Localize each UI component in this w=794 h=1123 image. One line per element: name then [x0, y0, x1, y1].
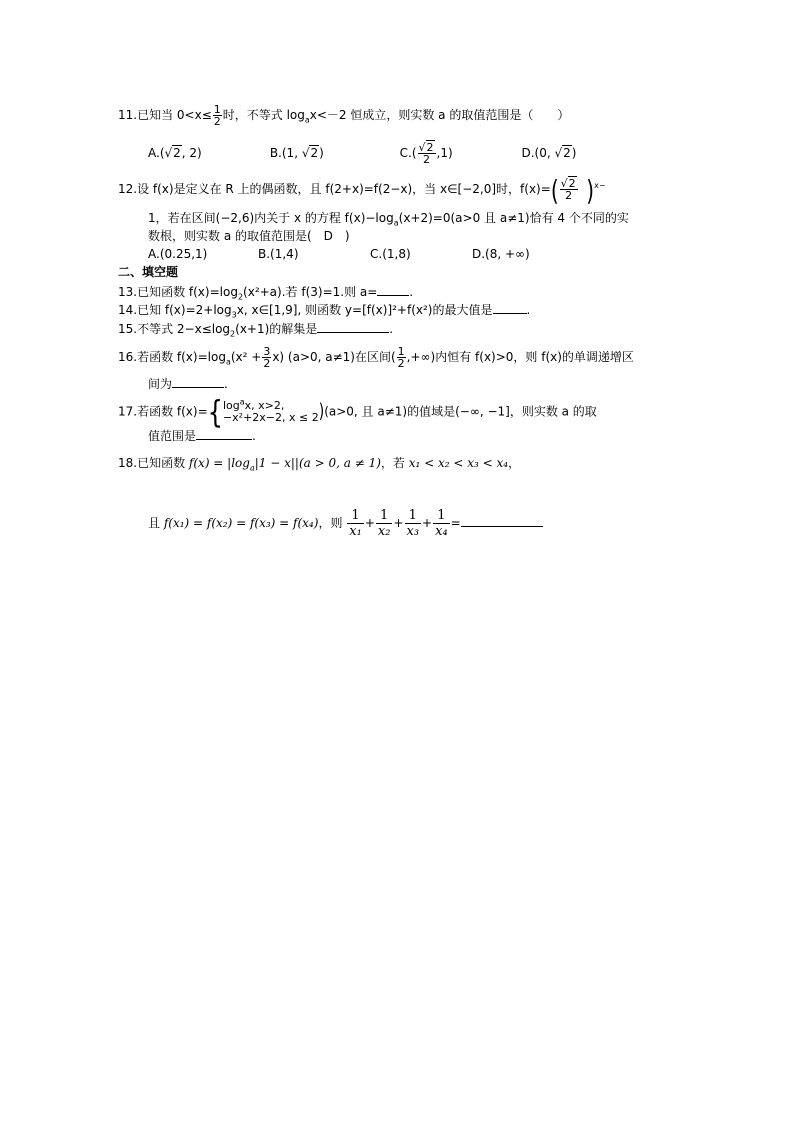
question-12: 12.设 f(x)是定义在 R 上的偶函数，且 f(2+x)=f(2−x)，当 x∈[−2,0]时，f(x)=( $\frac{√2}{2}$ )$^{x-}$	[118, 172, 606, 207]
q16-answer-blank[interactable]	[172, 375, 224, 388]
q18-line-2: 且 f(x₁) = f(x₂) = f(x₃) = f(x₄)，则 $\frac{1}{\text{x₁}}$ + $\frac{1}{\text{x₂}}$ + $\frac{1}{\text{x₃}}$ + $\frac{1}{\text{x₄}}$ =	[148, 508, 543, 539]
question-15: 15.不等式 $2-x\le\log_2(x+1)$的解集是 .	[118, 322, 394, 339]
q12-option-d: D.(8, +∞)	[472, 247, 530, 261]
q17-line-2: 值范围是 .	[148, 429, 256, 443]
question-13: 13.已知函数 $f(x)=\log_2(x^2+a)$.若 f(3)=1.则 a= .	[118, 285, 414, 302]
q12-fraction: $\frac{√2}{2}$	[560, 177, 576, 202]
q12-option-b: B.(1,4)	[258, 247, 299, 261]
q12-line-3: 数根，则实数 a 的取值范围是( D )	[148, 229, 350, 243]
q13-answer-blank[interactable]	[377, 283, 409, 296]
q12-line-2: 1，若在区间(−2,6)内关于 x 的方程 $f(x)-\log_a(x+2)=0(a>0$ 且 a≠1)恰有 4 个不同的实	[148, 211, 629, 228]
question-18: 18.已知函数 $f(x) = |\log_a|1 - x||(a > 0$, a ≠ 1)，若 x₁ < x₂ < x₃ < x₄，	[118, 456, 521, 473]
q14-answer-blank[interactable]	[493, 301, 527, 314]
q11-fraction: $\frac{1}{2}$	[213, 103, 221, 128]
q17-piecewise: $\log^ax$, x>2, −x²+2x−2, x ≤ 2	[222, 397, 319, 424]
q11-option-c: C.( $\frac{√2}{2}$ ,1)	[399, 141, 453, 166]
q15-answer-blank[interactable]	[317, 320, 389, 333]
question-14: 14.已知 $f(x)=2+\log_3x$, x∈[1,9], 则函数 y=[f(x)]²+f(x²)的最大值是 .	[118, 303, 531, 320]
q12-option-a: A.(0.25,1)	[148, 247, 208, 261]
q16-line-2: 间为 .	[148, 377, 228, 391]
q11-text-mid: 时，不等式 log	[222, 108, 305, 122]
q11-text-prefix: 11.已知当 0<x≤	[118, 108, 212, 122]
q18-answer-blank[interactable]	[461, 514, 543, 527]
question-17: 17.若函数 f(x)={ $\log^ax$, x>2, −x²+2x−2, x ≤ 2 )(a>0, 且 a≠1)的值域是(−∞, −1]，则实数 a 的取	[118, 393, 597, 431]
section-heading-fill-in: 二、填空题	[118, 265, 179, 279]
q17-answer-blank[interactable]	[196, 427, 252, 440]
q12-options	[148, 246, 530, 262]
q11-text-suffix: x<－2 恒成立，则实数 a 的取值范围是（ ）	[309, 108, 570, 122]
q11-option-b: B.(1, √2)	[269, 146, 324, 160]
q11-option-d: D.(0, √2)	[521, 146, 577, 160]
q11-options	[148, 142, 576, 165]
question-16: 16.若函数 $f(x)=\log_a(x^2$ + $\frac{3}{2}$ x) (a>0, a≠1)在区间( $\frac{1}{2}$ ,+∞)内恒有 f(x)>0，则 f(x)的单调递增区	[118, 345, 634, 370]
question-11: 11.已知当 0<x≤ $\frac{1}{2}$ 时，不等式 $\log_ax<-2$ 恒成立，则实数 a 的取值范围是（ ）	[118, 103, 570, 128]
q11-option-a: A.(√2, 2)	[148, 146, 202, 160]
q12-option-c: C.(1,8)	[370, 247, 411, 261]
